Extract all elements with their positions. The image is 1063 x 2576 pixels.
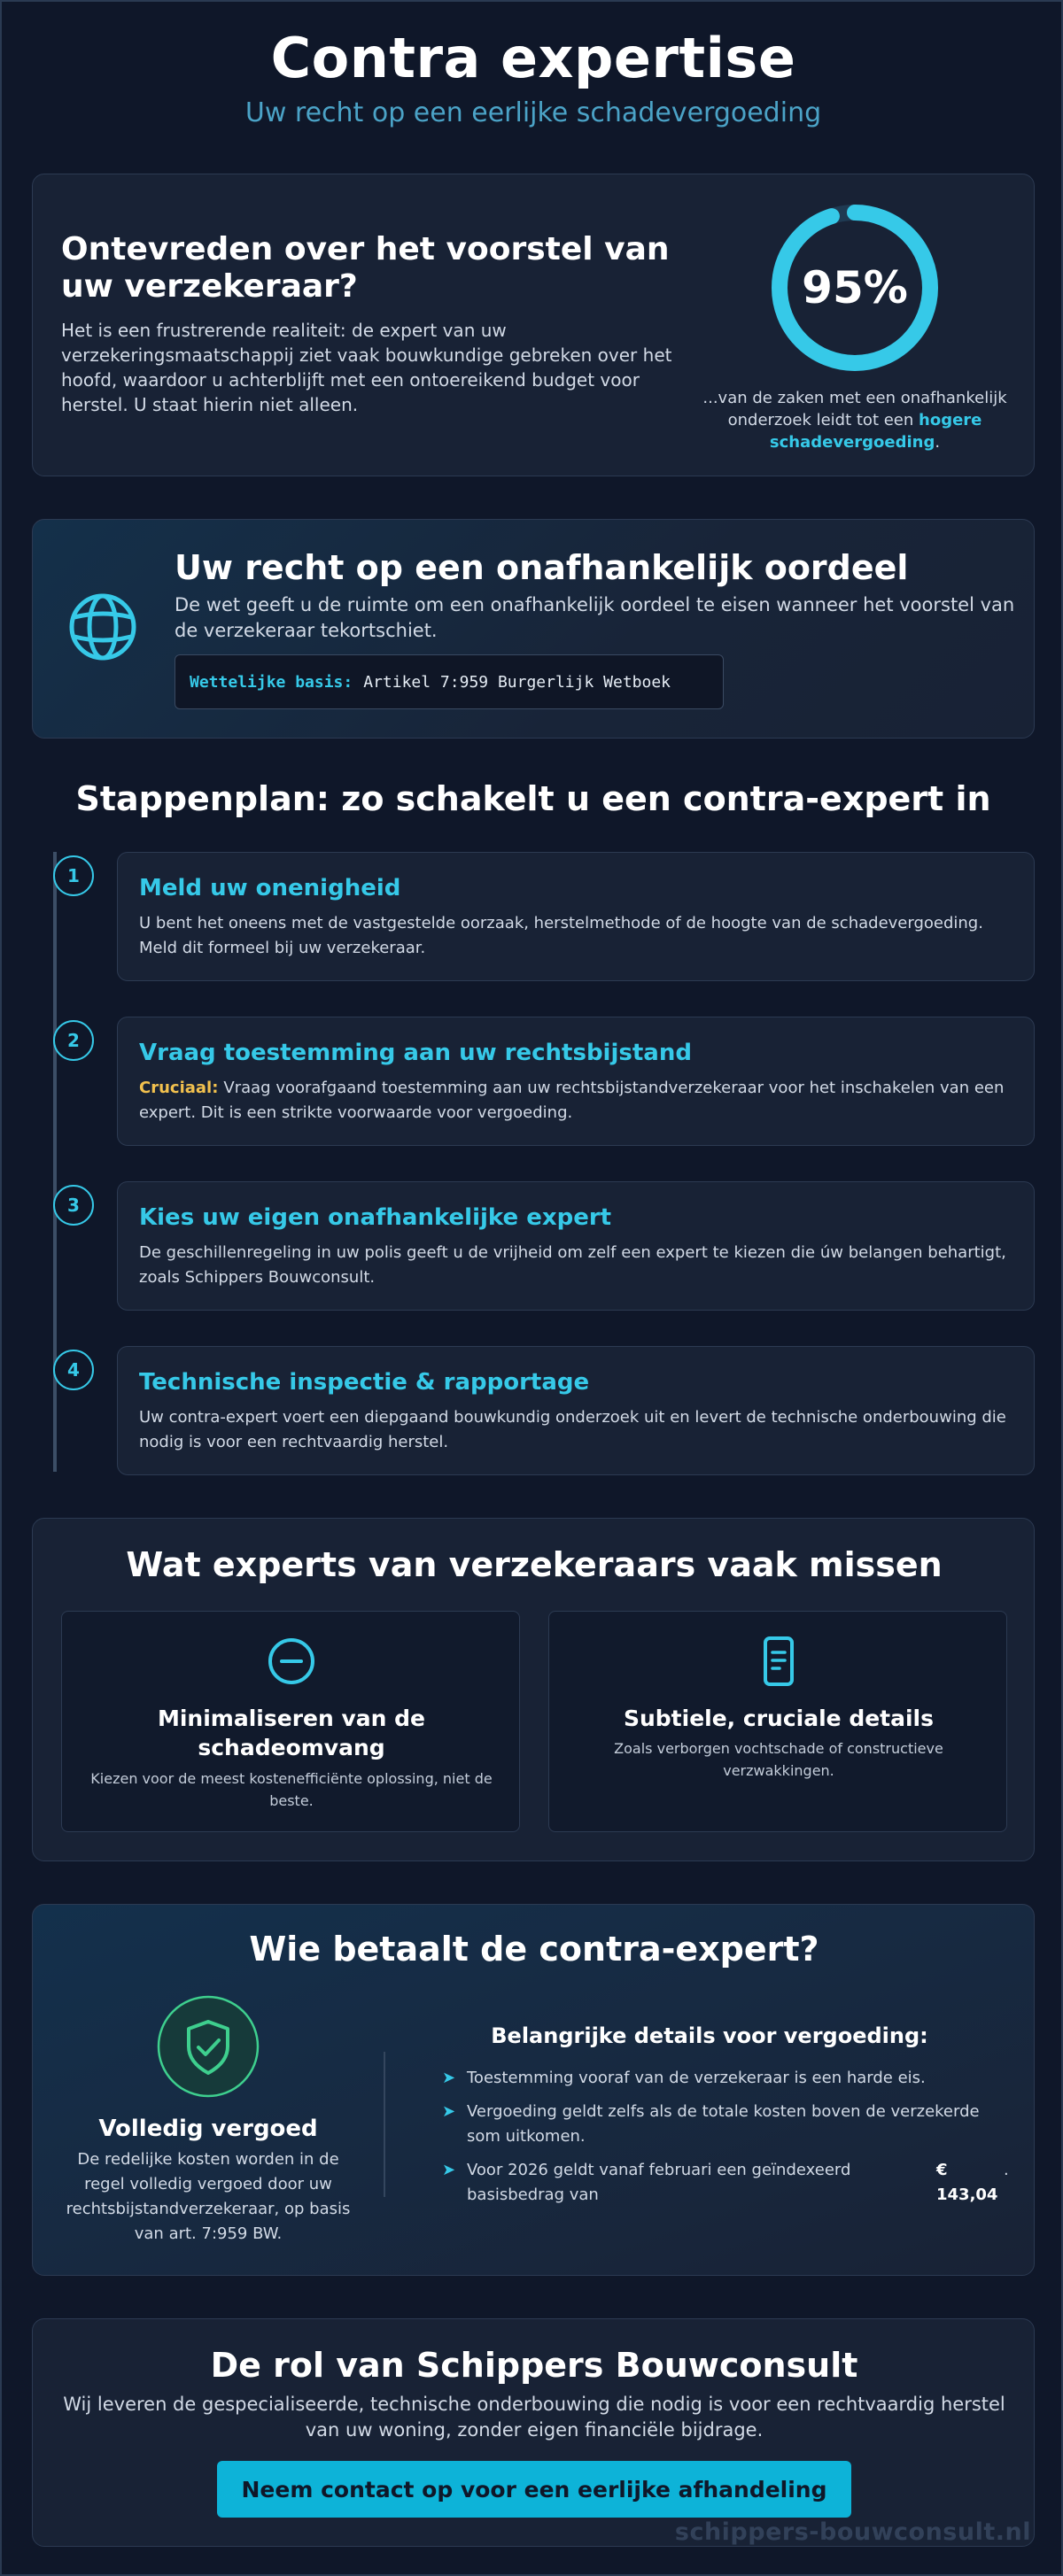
list-item-text: Voor 2026 geldt vanaf februari een geïndexeerd basisbedrag van	[467, 2161, 851, 2204]
arrow-icon: ➤	[442, 2102, 456, 2121]
step-text	[139, 1241, 1025, 1290]
arrow-icon: ➤	[442, 2161, 456, 2179]
stat-ring	[768, 201, 942, 375]
step-card-4	[117, 1346, 1035, 1475]
list-item	[442, 2066, 1018, 2091]
step-text-body: Uw contra-expert voert een diepgaand bouwkundig onderzoek uit en levert de technische onderbouwing die nodig is voor een rechtvaardig herstel.	[139, 1408, 1006, 1451]
role-text: Wij leveren de gespecialiseerde, technische onderbouwing die nodig is voor een rechtvaardig herstel van uw woning, zonder eigen financiële bijdrage.	[63, 2394, 1005, 2441]
shield-check-icon	[157, 1995, 260, 2098]
missed-title: Wat experts van verzekeraars vaak missen	[126, 1545, 943, 1584]
step-warning-label: Cruciaal:	[139, 1079, 219, 1097]
step-card-3	[117, 1181, 1035, 1311]
arrow-icon: ➤	[442, 2069, 456, 2087]
step-number-4: 4	[53, 1350, 94, 1390]
contact-button[interactable]: Neem contact op voor een eerlijke afhandeling	[217, 2461, 851, 2518]
missed-card	[32, 1518, 1035, 1861]
payment-card	[32, 1904, 1035, 2276]
divider	[384, 2052, 385, 2197]
missed-item-1	[61, 1611, 520, 1832]
list-item	[442, 2158, 1018, 2208]
details-title: Belangrijke details voor vergoeding:	[491, 2023, 928, 2048]
stat-value: 95%	[802, 262, 908, 313]
watermark: schippers-bouwconsult.nl	[674, 2518, 1031, 2546]
fully-covered-title: Volledig vergoed	[98, 2116, 318, 2142]
page-subtitle: Uw recht op een eerlijke schadevergoeding	[244, 97, 822, 128]
step-text	[139, 1405, 1025, 1455]
page-title: Contra expertise	[270, 26, 796, 90]
intro-card	[32, 174, 1035, 476]
role-card	[32, 2318, 1035, 2547]
role-title: De rol van Schippers Bouwconsult	[210, 2346, 858, 2385]
missed-item-title: Subtiele, cruciale details	[623, 1706, 935, 1731]
step-text-body: Vraag voorafgaand toestemming aan uw rechtsbijstandverzekeraar voor het inschakelen van een expert. Dit is een strikte voorwaarde voor vergoeding.	[139, 1079, 1005, 1122]
step-title: Meld uw onenigheid	[139, 875, 401, 901]
step-title: Technische inspectie & rapportage	[139, 1369, 590, 1396]
stat-caption-text: ...van de zaken met een onafhankelijk onderzoek leidt tot een	[702, 389, 1007, 429]
payment-title: Wie betaalt de contra-expert?	[249, 1930, 819, 1969]
step-text	[139, 1076, 1025, 1126]
stat-highlight: hogere schadevergoeding	[769, 411, 982, 452]
steps-title: Stappenplan: zo schakelt u een contra-expert in	[75, 779, 991, 818]
step-text-body: De geschillenregeling in uw polis geeft u de vrijheid om zelf een expert te kiezen die úw belangen behartigt, zoals Schippers Bouwconsult.	[139, 1243, 1006, 1287]
law-value: Artikel 7:959 Burgerlijk Wetboek	[363, 672, 671, 692]
step-text-body: U bent het oneens met de vastgestelde oorzaak, herstelmethode of de hoogte van de schadevergoeding. Meld dit formeel bij uw verzekeraar.	[139, 914, 983, 957]
rights-text: De wet geeft u de ruimte om een onafhankelijk oordeel te eisen wanneer het voorstel van de verzekeraar tekortschiet.	[175, 594, 1015, 641]
amount-value: € 143,04	[936, 2161, 998, 2204]
missed-item-title: Minimaliseren van de schadeomvang	[157, 1706, 425, 1760]
header	[2, 25, 1063, 131]
list-item-text: Vergoeding geldt zelfs als de totale kosten boven de verzekerde som uitkomen.	[467, 2102, 980, 2146]
list-item-text: Toestemming vooraf van de verzekeraar is een harde eis.	[467, 2069, 926, 2087]
step-card-2	[117, 1017, 1035, 1146]
details-list	[442, 2066, 1018, 2216]
stat-end: .	[935, 433, 941, 452]
list-item	[442, 2100, 1018, 2149]
list-item-end: .	[1004, 2161, 1009, 2179]
intro-text: Het is een frustrerende realiteit: de expert van uw verzekeringsmaatschappij ziet vaak bouwkundige gebreken over het hoofd, waardoor u achterblijft met een ontoereikend budget voor herstel. U staat hierin niet alleen.	[61, 320, 672, 415]
minus-circle-icon	[265, 1635, 318, 1688]
intro-heading: Ontevreden over het voorstel van uw verzekeraar?	[61, 231, 670, 305]
step-title: Kies uw eigen onafhankelijke expert	[139, 1204, 612, 1231]
step-title: Vraag toestemming aan uw rechtsbijstand	[139, 1040, 692, 1066]
step-card-1	[117, 852, 1035, 981]
step-text	[139, 911, 1025, 961]
law-basis-box	[175, 654, 724, 709]
rights-heading: Uw recht op een onafhankelijk oordeel	[175, 548, 909, 587]
step-number-1: 1	[53, 855, 94, 896]
globe-icon	[66, 591, 139, 663]
missed-item-text: Kiezen voor de meest kostenefficiënte oplossing, niet de beste.	[90, 1770, 493, 1809]
rights-card	[32, 519, 1035, 739]
missed-item-2	[548, 1611, 1007, 1832]
stat-caption	[688, 387, 1021, 453]
step-number-2: 2	[53, 1020, 94, 1061]
law-label: Wettelijke basis:	[190, 672, 353, 692]
step-number-3: 3	[53, 1185, 94, 1226]
document-icon	[752, 1635, 805, 1688]
fully-covered-text: De redelijke kosten worden in de regel volledig vergoed door uw rechtsbijstandverzekeraar, op basis van art. 7:959 BW.	[66, 2150, 351, 2243]
missed-item-text: Zoals verborgen vochtschade of constructieve verzwakkingen.	[614, 1740, 943, 1779]
